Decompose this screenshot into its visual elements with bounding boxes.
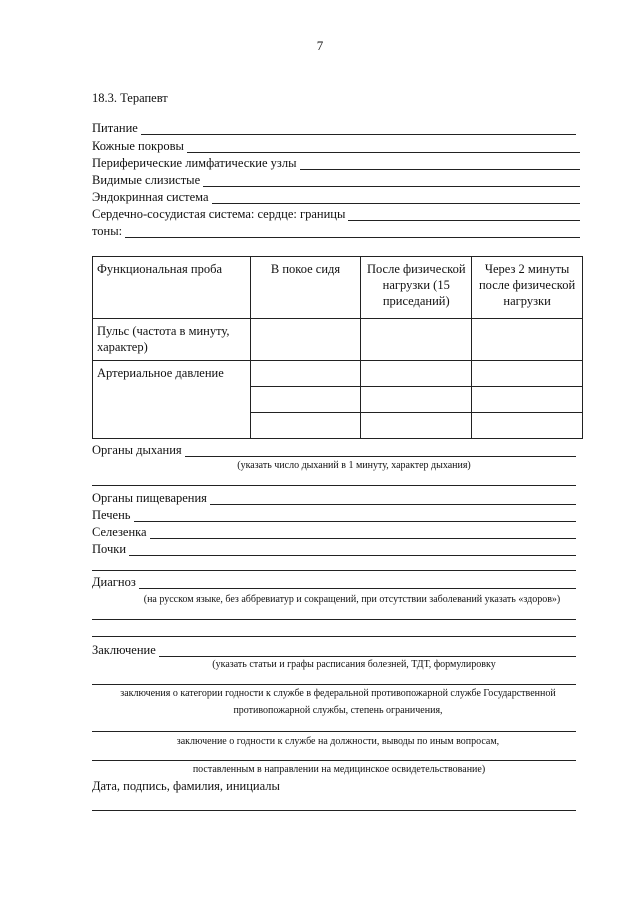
- table-row-pulse: [93, 319, 583, 361]
- signature-line[interactable]: [92, 810, 576, 811]
- field-lymph-nodes: [92, 156, 580, 170]
- table-cell[interactable]: [472, 361, 583, 387]
- header-cell: Функциональная проба: [93, 257, 251, 319]
- table-cell[interactable]: [361, 387, 472, 413]
- fill-line[interactable]: [185, 445, 576, 457]
- field-kidneys: [92, 542, 576, 556]
- field-label: Сердечно-сосудистая система: сердце: границы: [92, 207, 346, 221]
- field-heart-borders: [92, 207, 580, 221]
- conclusion-hint: заключение о годности к службе на должности, выводы по иным вопросам,: [176, 736, 500, 747]
- fill-line[interactable]: [139, 577, 576, 589]
- blank-line[interactable]: [92, 684, 576, 685]
- field-label: Питание: [92, 121, 138, 135]
- section-title: 18.3. Терапевт: [92, 91, 168, 105]
- table-cell[interactable]: [472, 387, 583, 413]
- blank-line[interactable]: [92, 619, 576, 620]
- field-skin: [92, 139, 580, 153]
- table-cell[interactable]: [250, 361, 361, 387]
- fill-line[interactable]: [129, 544, 576, 556]
- field-label: Кожные покровы: [92, 139, 184, 153]
- functional-test-table: [92, 256, 583, 439]
- fill-line[interactable]: [203, 175, 580, 187]
- field-spleen: [92, 525, 576, 539]
- field-label: Печень: [92, 508, 131, 522]
- field-nutrition: [92, 121, 576, 135]
- fill-line[interactable]: [159, 645, 576, 657]
- fill-line[interactable]: [125, 226, 580, 238]
- field-mucosa: [92, 173, 580, 187]
- header-cell: Через 2 минуты после физической нагрузки: [472, 257, 583, 319]
- table-cell[interactable]: [472, 319, 583, 361]
- fill-line[interactable]: [300, 158, 581, 170]
- conclusion-hint: (указать статьи и графы расписания болезней, ТДТ, формулировку: [212, 659, 496, 670]
- table-row-pressure: [93, 361, 583, 387]
- conclusion-hint: поставленным в направлении на медицинское освидетельствование): [192, 764, 486, 775]
- field-respiratory: [92, 443, 576, 457]
- fill-line[interactable]: [134, 510, 577, 522]
- fill-line[interactable]: [141, 123, 576, 135]
- table-cell[interactable]: [250, 319, 361, 361]
- table-cell[interactable]: [361, 361, 472, 387]
- header-cell: В покое сидя: [250, 257, 361, 319]
- field-label: Диагноз: [92, 575, 136, 589]
- blank-line[interactable]: [92, 760, 576, 761]
- fill-line[interactable]: [348, 209, 580, 221]
- field-label: Периферические лимфатические узлы: [92, 156, 297, 170]
- header-cell: После физической нагрузки (15 приседаний): [361, 257, 472, 319]
- blank-line[interactable]: [92, 485, 576, 486]
- field-endocrine: [92, 190, 580, 204]
- field-liver: [92, 508, 576, 522]
- fill-line[interactable]: [187, 141, 580, 153]
- signature-label: Дата, подпись, фамилия, инициалы: [92, 779, 280, 793]
- field-heart-tones: [92, 224, 580, 238]
- field-diagnosis: [92, 575, 576, 589]
- table-header-row: [93, 257, 583, 319]
- table-cell[interactable]: [361, 413, 472, 439]
- field-digestive: [92, 491, 576, 505]
- table-cell[interactable]: [472, 413, 583, 439]
- field-label: Почки: [92, 542, 127, 556]
- blank-line[interactable]: [92, 636, 576, 637]
- row-label: Пульс (частота в минуту, характер): [93, 319, 251, 361]
- field-label: Селезенка: [92, 525, 147, 539]
- fill-line[interactable]: [150, 527, 576, 539]
- blank-line[interactable]: [92, 570, 576, 571]
- conclusion-hint: заключения о категории годности к службе в федеральной противопожарной службе Государственной: [120, 688, 556, 699]
- table-cell[interactable]: [361, 319, 472, 361]
- conclusion-hint: противопожарной службы, степень ограничения,: [233, 705, 443, 716]
- field-label: Органы пищеварения: [92, 491, 207, 505]
- table-cell[interactable]: [250, 387, 361, 413]
- field-label: Эндокринная система: [92, 190, 209, 204]
- field-label: Органы дыхания: [92, 443, 182, 457]
- respiratory-hint: (указать число дыханий в 1 минуту, характер дыхания): [237, 460, 471, 471]
- field-label: тоны:: [92, 224, 123, 238]
- fill-line[interactable]: [212, 192, 580, 204]
- field-conclusion: [92, 643, 576, 657]
- fill-line[interactable]: [210, 493, 576, 505]
- diagnosis-hint: (на русском языке, без аббревиатур и сокращений, при отсутствии заболеваний указать «здоров»): [143, 594, 561, 605]
- blank-line[interactable]: [92, 731, 576, 732]
- page-number: 7: [316, 38, 324, 53]
- field-label: Заключение: [92, 643, 156, 657]
- row-label: Артериальное давление: [93, 361, 251, 439]
- table-cell[interactable]: [250, 413, 361, 439]
- field-label: Видимые слизистые: [92, 173, 201, 187]
